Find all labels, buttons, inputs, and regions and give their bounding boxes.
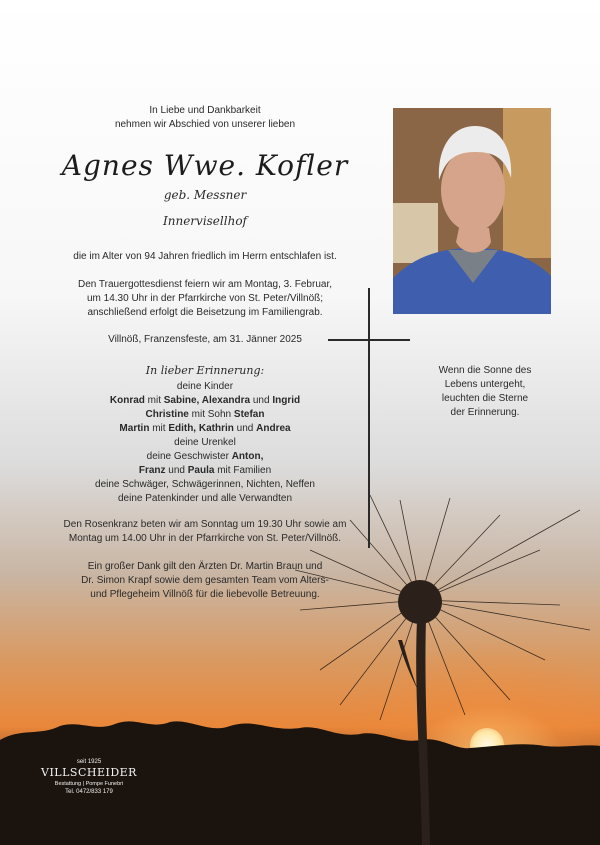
family-connector: mit: [144, 395, 164, 406]
intro-text: [40, 104, 370, 132]
portrait-photo: [393, 108, 551, 314]
portrait-illustration: [393, 108, 551, 314]
logo-since: seit 1925: [76, 759, 102, 765]
family-name: Edith, Kathrin: [168, 423, 234, 434]
family-name: Franz: [138, 465, 166, 476]
family-name: Paula: [187, 465, 215, 476]
family-row-1: [40, 394, 370, 408]
quote-line-1: Wenn die Sonne des: [438, 365, 532, 376]
family-row-3: [40, 422, 370, 436]
memory-title: In lieber Erinnerung:: [145, 364, 265, 377]
thanks-text: [40, 560, 370, 602]
service-line-1: Den Trauergottesdienst feiern wir am Montag, 3. Februar,: [77, 279, 332, 290]
family-connector: und: [165, 465, 188, 476]
deceased-name: Agnes Wwe. Kofler: [61, 149, 349, 182]
family-name: Stefan: [233, 409, 265, 420]
family-name: Ingrid: [272, 395, 301, 406]
quote-line-4: der Erinnerung.: [450, 407, 520, 418]
maiden-name: geb. Messner: [163, 188, 247, 202]
family-connector: und: [250, 395, 273, 406]
family-name: Sabine, Alexandra: [163, 395, 251, 406]
funeral-home-logo: [34, 758, 144, 797]
family-row-2: [40, 408, 370, 422]
intro-line-2: nehmen wir Abschied von unserer lieben: [114, 119, 296, 130]
memorial-quote: [410, 364, 560, 420]
family-connector: deine Geschwister: [146, 451, 232, 462]
rosary-line-1: Den Rosenkranz beten wir am Sonntag um 19.30 Uhr sowie am: [63, 519, 347, 530]
family-row-4: [40, 450, 370, 464]
funeral-service-text: [40, 278, 370, 320]
family-connector: und: [233, 423, 257, 434]
rosary-line-2: Montag um 14.00 Uhr in der Pfarrkirche von St. Peter/Villnöß.: [68, 533, 342, 544]
family-name: Konrad: [109, 395, 145, 406]
godchildren: deine Patenkinder und alle Verwandten: [117, 493, 293, 504]
children-intro: deine Kinder: [176, 381, 234, 392]
passed-text: die im Alter von 94 Jahren friedlich im Herrn entschlafen ist.: [73, 251, 337, 262]
service-line-2: um 14.30 Uhr in der Pfarrkirche von St. Peter/Villnöß;: [86, 293, 324, 304]
service-line-3: anschließend erfolgt die Beisetzung im Familiengrab.: [87, 307, 323, 318]
family-connector: mit: [149, 423, 169, 434]
family-name: Christine: [145, 409, 189, 420]
great-grandchildren: deine Urenkel: [174, 437, 236, 448]
logo-phone: Tel. 0472/833 179: [65, 789, 113, 795]
farm-name: Innervisellhof: [163, 214, 247, 228]
rosary-text: [40, 518, 370, 546]
thanks-line-3: und Pflegeheim Villnöß für die liebevolle Betreuung.: [90, 589, 320, 600]
family-connector: mit Familien: [214, 465, 272, 476]
family-list: [40, 380, 370, 506]
family-name: Andrea: [256, 423, 291, 434]
thanks-line-1: Ein großer Dank gilt den Ärzten Dr. Martin Braun und: [87, 561, 323, 572]
in-laws: deine Schwäger, Schwägerinnen, Nichten, Neffen: [95, 479, 315, 490]
family-name: Anton,: [231, 451, 264, 462]
family-connector: mit Sohn: [188, 409, 234, 420]
family-name: Martin: [119, 423, 150, 434]
logo-subtitle: Bestattung | Pompe Funebri: [54, 781, 124, 787]
place-date: Villnöß, Franzensfeste, am 31. Jänner 2025: [108, 334, 302, 345]
logo-brand: VILLSCHEIDER: [41, 766, 137, 779]
intro-line-1: In Liebe und Dankbarkeit: [149, 105, 261, 116]
family-row-5: [40, 464, 370, 478]
quote-line-3: leuchten die Sterne: [441, 393, 529, 404]
quote-line-2: Lebens untergeht,: [444, 379, 526, 390]
thanks-line-2: Dr. Simon Krapf sowie dem gesamten Team vom Alters-: [81, 575, 329, 586]
